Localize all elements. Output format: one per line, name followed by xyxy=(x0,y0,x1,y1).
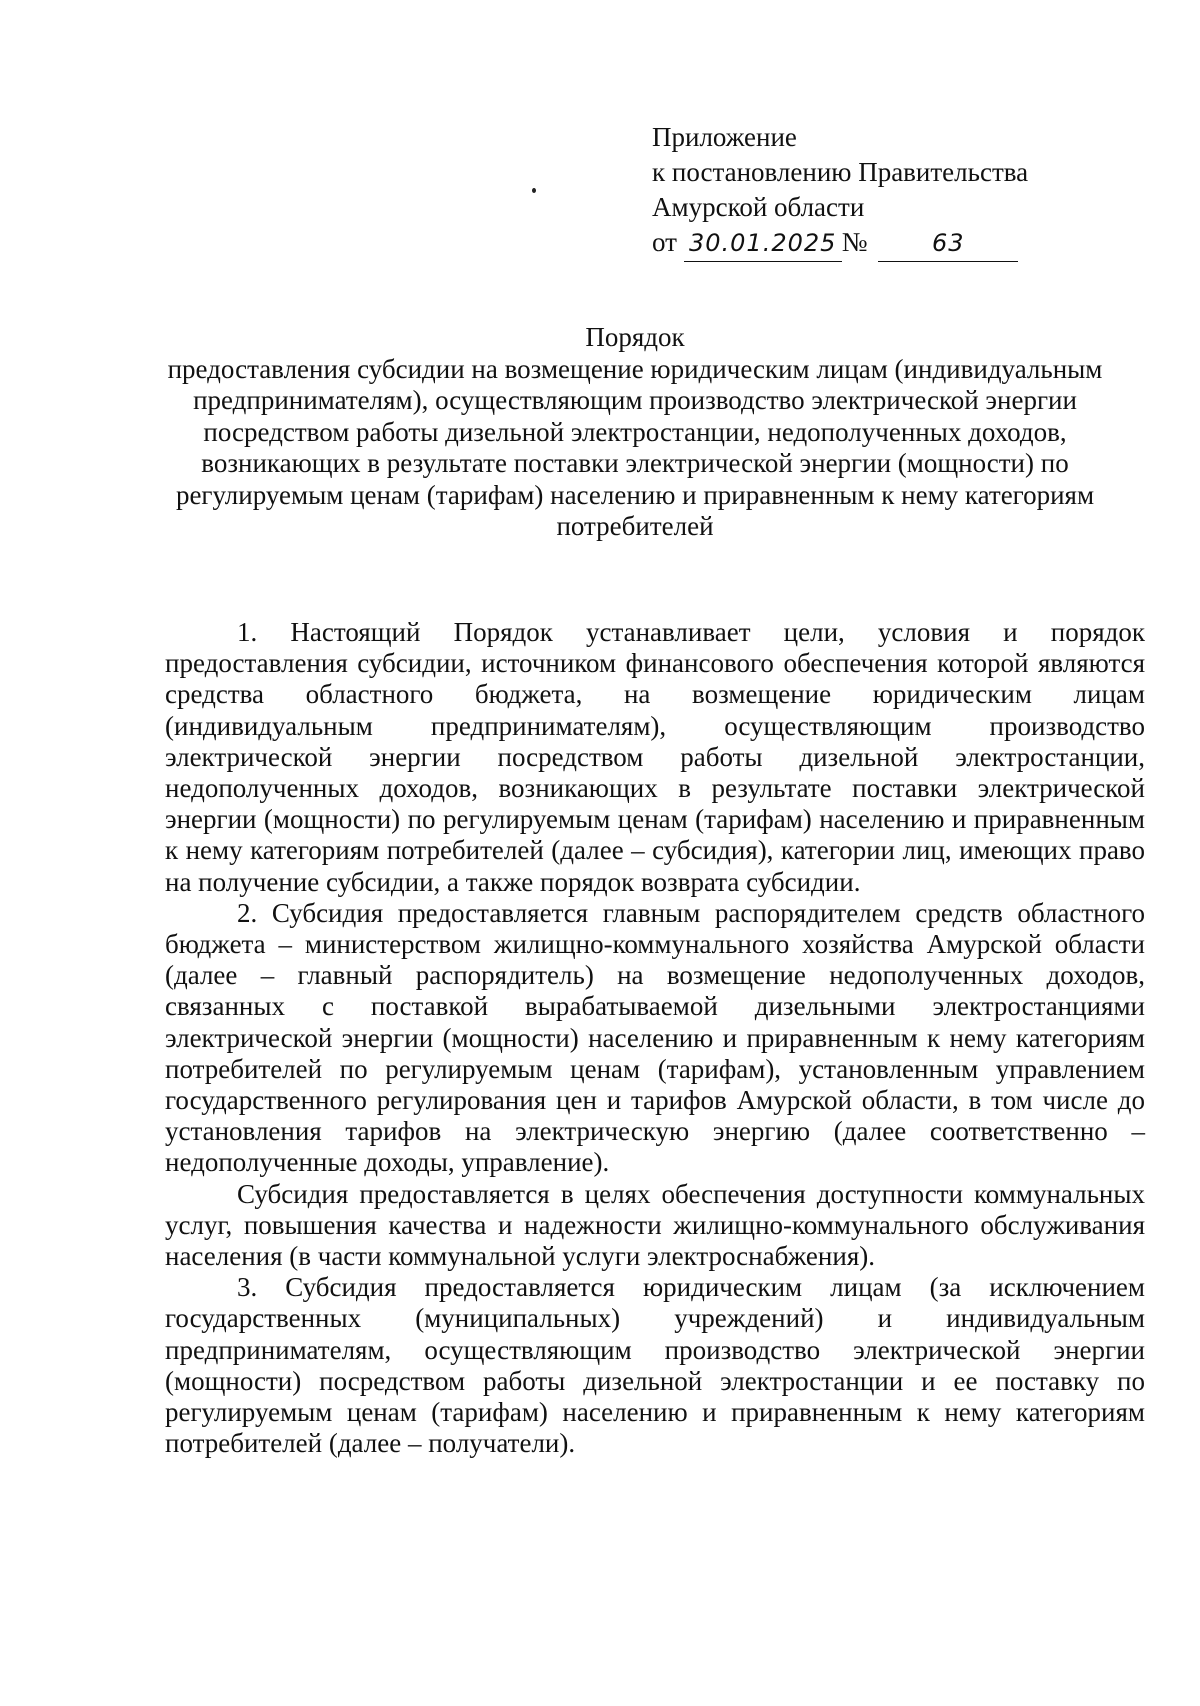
number-label: № xyxy=(841,227,868,257)
paragraph-1: 1. Настоящий Порядок устанавливает цели, условия и порядок предоставления субсидии, источником финансового обеспечения которой являются средства областного бюджета, на возмещение юридическим лицам (индивидуальным предпринимателям), осуществляющим производство электрической энергии посредством работы дизельной электростанции, недополученных доходов, возникающих в результате поставки электрической энергии (мощности) по регулируемым ценам (тарифам) населению и приравненным к нему категориям потребителей (далее – субсидия), категории лиц, имеющих право на получение субсидии, а также порядок возврата субсидии. xyxy=(165,617,1145,897)
document-title xyxy=(150,322,1120,543)
title-subtitle: предоставления субсидии на возмещение юридическим лицам (индивидуальным предпринимателям), осуществляющим производство электрической энергии посредством работы дизельной электростанции, недополученных доходов, возникающих в результате поставки электрической энергии (мощности) по регулируемым ценам (тарифам) населению и приравненным к нему категориям потребителей xyxy=(167,353,1103,541)
scan-speck xyxy=(532,188,536,193)
handwritten-number: 63 xyxy=(878,226,1018,262)
paragraph-3: 3. Субсидия предоставляется юридическим лицам (за исключением государственных (муниципальных) учреждений) и индивидуальным предпринимателям, осуществляющим производство электрической энергии (мощности) посредством работы дизельной электростанции и ее поставку по регулируемым ценам (тарифам) населению и приравненным к нему категориям потребителей (далее – получатели). xyxy=(165,1272,1145,1459)
appendix-block xyxy=(652,120,1028,262)
document-body xyxy=(165,617,1145,1459)
appendix-reference: к постановлению Правительства xyxy=(652,157,1029,187)
appendix-date-line xyxy=(652,225,1028,262)
handwritten-date: 30.01.2025 xyxy=(684,226,842,262)
paragraph-2: 2. Субсидия предоставляется главным распорядителем средств областного бюджета – министерством жилищно-коммунального хозяйства Амурской области (далее – главный распорядитель) на возмещение недополученных доходов, связанных с поставкой вырабатываемой дизельными электростанциями электрической энергии (мощности) населению и приравненным к нему категориям потребителей по регулируемым ценам (тарифам), установленным управлением государственного регулирования цен и тарифов Амурской области, в том числе до установления тарифов на электрическую энергию (далее соответственно – недополученные доходы, управление). xyxy=(165,897,1145,1178)
appendix-region: Амурской области xyxy=(652,192,865,222)
title-heading: Порядок xyxy=(585,322,685,352)
appendix-title: Приложение xyxy=(652,122,797,152)
paragraph-2-purpose: Субсидия предоставляется в целях обеспечения доступности коммунальных услуг, повышения качества и надежности жилищно-коммунального обслуживания населения (в части коммунальной услуги электроснабжения). xyxy=(165,1178,1145,1272)
date-prefix: от xyxy=(652,227,677,257)
